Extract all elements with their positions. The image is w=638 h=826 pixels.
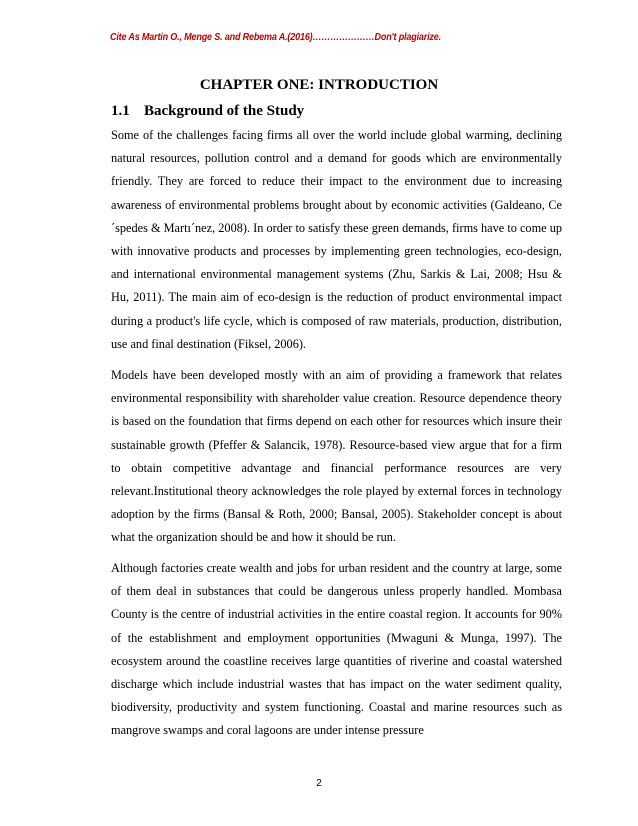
citation-header: Cite As Martin O., Menge S. and Rebema A.(2016)…………………Don't plagiarize. <box>110 31 441 43</box>
paragraph-background-2: Models have been developed mostly with an aim of providing a framework that relates environmental responsibility with shareholder value creation. Resource dependence theory is based on the foundation that firms depend on each other for resources which insure their sustainable growth (Pfeffer & Salancik, 1978). Resource-based view argue that for a firm to obtain competitive advantage and financial performance resources are very relevant.Institutional theory acknowledges the role played by external forces in technology adoption by the firms (Bansal & Roth, 2000; Bansal, 2005). Stakeholder concept is about what the organization should be and how it should be run. <box>111 368 562 545</box>
chapter-title: CHAPTER ONE: INTRODUCTION <box>199 77 439 93</box>
page-number: 2 <box>316 778 322 789</box>
section-heading <box>111 103 304 120</box>
section-number: 1.1 <box>111 103 130 119</box>
paragraph-background-1: Some of the challenges facing firms all over the world include global warming, declining natural resources, pollution control and a demand for goods which are environmentally friendly. They are forced to reduce their impact to the environment due to increasing awareness of environmental problems brought about by economic activities (Galdeano, Ce´spedes & Martı´nez, 2008). In order to satisfy these green demands, firms have to come up with innovative products and processes by implementing green technologies, eco-design, and international environmental management systems (Zhu, Sarkis & Lai, 2008; Hsu & Hu, 2011). The main aim of eco-design is the reduction of product environmental impact during a product's life cycle, which is composed of raw materials, production, distribution, use and final destination (Fiksel, 2006). <box>111 128 562 351</box>
section-title: Background of the Study <box>144 103 305 119</box>
paragraph-background-3: Although factories create wealth and jobs for urban resident and the country at large, some of them deal in substances that could be dangerous unless properly handled. Mombasa County is the centre of industrial activities in the entire coastal region. It accounts for 90% of the establishment and employment opportunities (Mwaguni & Munga, 1997). The ecosystem around the coastline receives large quantities of riverine and coastal watershed discharge which include industrial wastes that has impact on the water sediment quality, biodiversity, productivity and system functioning. Coastal and marine resources such as mangrove swamps and coral lagoons are under intense pressure <box>111 561 562 738</box>
